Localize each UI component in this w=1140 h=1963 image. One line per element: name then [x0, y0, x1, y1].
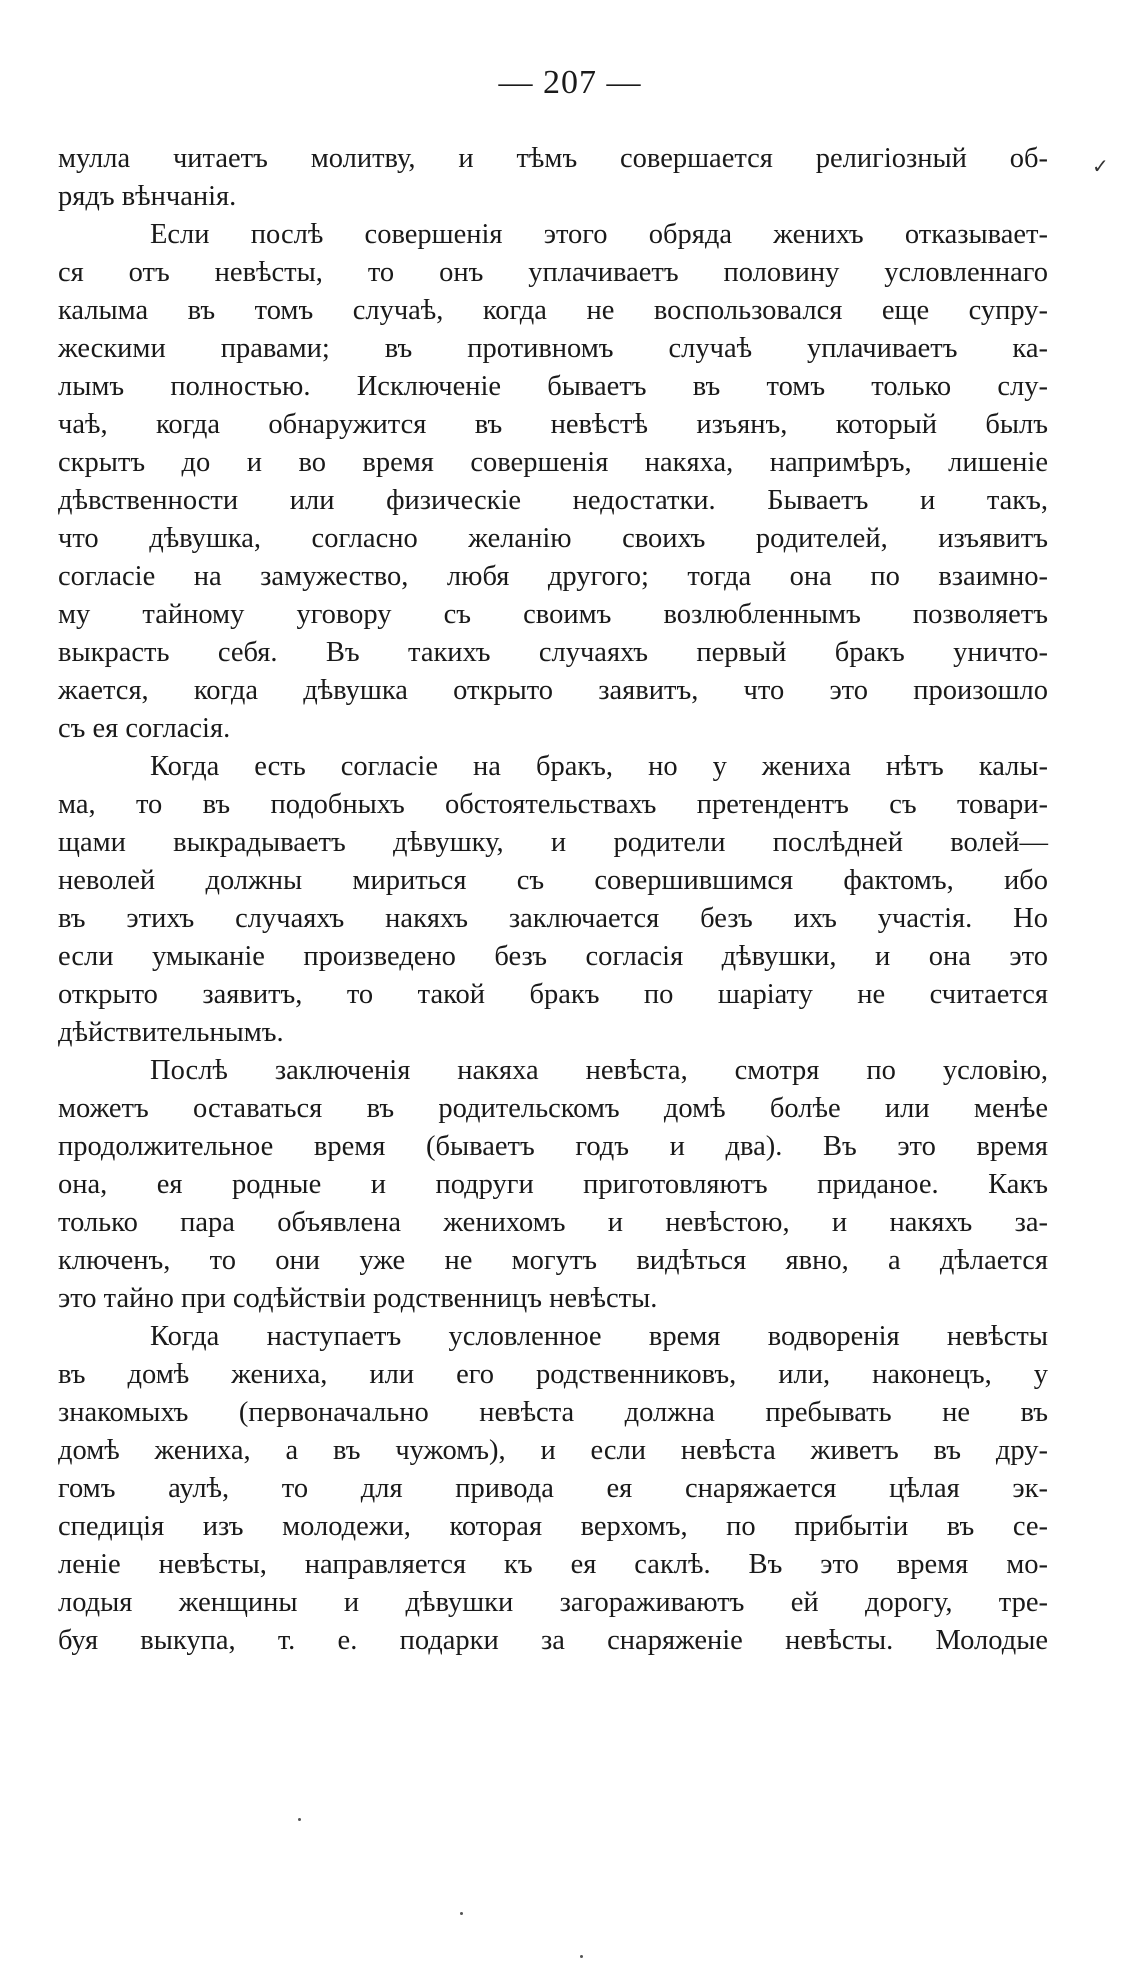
text-line: ма, то въ подобныхъ обстоятельствахъ претендентъ съ товари-	[58, 789, 1048, 820]
print-speck	[460, 1912, 463, 1915]
text-line: Послѣ заключенія накяха невѣста, смотря по условію,	[150, 1055, 1048, 1086]
text-line: въ домѣ жениха, или его родственниковъ, или, наконецъ, у	[58, 1359, 1048, 1390]
text-line: Когда есть согласіе на бракъ, но у жениха нѣтъ калы-	[150, 751, 1048, 782]
text-line: ся отъ невѣсты, то онъ уплачиваетъ половину условленнаго	[58, 257, 1048, 288]
print-speck	[298, 1818, 301, 1821]
text-line: она, ея родные и подруги приготовляютъ приданое. Какъ	[58, 1169, 1048, 1200]
text-line: спедиція изъ молодежи, которая верхомъ, по прибытіи въ се-	[58, 1511, 1048, 1542]
text-line: дѣйствительнымъ.	[58, 1017, 284, 1048]
text-line: что дѣвушка, согласно желанію своихъ родителей, изъявитъ	[58, 523, 1048, 554]
text-line: если умыканіе произведено безъ согласія дѣвушки, и она это	[58, 941, 1048, 972]
text-line: гомъ аулѣ, то для привода ея снаряжается цѣлая эк-	[58, 1473, 1048, 1504]
print-speck	[580, 1955, 583, 1958]
text-line: лымъ полностью. Исключеніе бываетъ въ томъ только слу-	[58, 371, 1048, 402]
margin-check-mark: ✓	[1092, 156, 1109, 178]
text-line: буя выкупа, т. е. подарки за снаряженіе невѣсты. Молодые	[58, 1625, 1048, 1656]
text-line: домѣ жениха, а въ чужомъ), и если невѣста живетъ въ дру-	[58, 1435, 1048, 1466]
text-line: Если послѣ совершенія этого обряда женихъ отказывает-	[150, 219, 1048, 250]
text-line: щами выкрадываетъ дѣвушку, и родители послѣдней волей—	[58, 827, 1048, 858]
text-line: скрытъ до и во время совершенія накяха, напримѣръ, лишеніе	[58, 447, 1048, 478]
text-line: только пара объявлена женихомъ и невѣстою, и накяхъ за-	[58, 1207, 1048, 1238]
text-line: дѣвственности или физическіе недостатки. Бываетъ и такъ,	[58, 485, 1048, 516]
text-line: это тайно при содѣйствіи родственницъ невѣсты.	[58, 1283, 658, 1314]
text-line: мулла читаетъ молитву, и тѣмъ совершается религіозный об-	[58, 143, 1048, 174]
text-line: неволей должны мириться съ совершившимся фактомъ, ибо	[58, 865, 1048, 896]
body-text	[58, 140, 1048, 1660]
text-line: съ ея согласія.	[58, 713, 231, 744]
text-line: чаѣ, когда обнаружится въ невѣстѣ изъянъ, который былъ	[58, 409, 1048, 440]
text-line: леніе невѣсты, направляется къ ея саклѣ. Въ это время мо-	[58, 1549, 1048, 1580]
text-line: въ этихъ случаяхъ накяхъ заключается безъ ихъ участія. Но	[58, 903, 1048, 934]
text-line: жается, когда дѣвушка открыто заявитъ, что это произошло	[58, 675, 1048, 706]
text-line: согласіе на замужество, любя другого; тогда она по взаимно-	[58, 561, 1048, 592]
page-number: — 207 —	[498, 64, 642, 101]
text-line: жескими правами; въ противномъ случаѣ уплачиваетъ ка-	[58, 333, 1048, 364]
text-line: калыма въ томъ случаѣ, когда не воспользовался еще супру-	[58, 295, 1048, 326]
text-line: выкрасть себя. Въ такихъ случаяхъ первый бракъ уничто-	[58, 637, 1048, 668]
text-line: открыто заявитъ, то такой бракъ по шаріату не считается	[58, 979, 1048, 1010]
text-line: продолжительное время (бываетъ годъ и два). Въ это время	[58, 1131, 1048, 1162]
text-line: можетъ оставаться въ родительскомъ домѣ болѣе или менѣе	[58, 1093, 1048, 1124]
text-line: му тайному уговору съ своимъ возлюбленнымъ позволяетъ	[58, 599, 1048, 630]
text-line: Когда наступаетъ условленное время водворенія невѣсты	[150, 1321, 1048, 1352]
text-line: знакомыхъ (первоначально невѣста должна пребывать не въ	[58, 1397, 1048, 1428]
text-line: лодыя женщины и дѣвушки загораживаютъ ей дорогу, тре-	[58, 1587, 1048, 1618]
text-line: рядъ вѣнчанія.	[58, 181, 237, 212]
text-line: ключенъ, то они уже не могутъ видѣться явно, а дѣлается	[58, 1245, 1048, 1276]
